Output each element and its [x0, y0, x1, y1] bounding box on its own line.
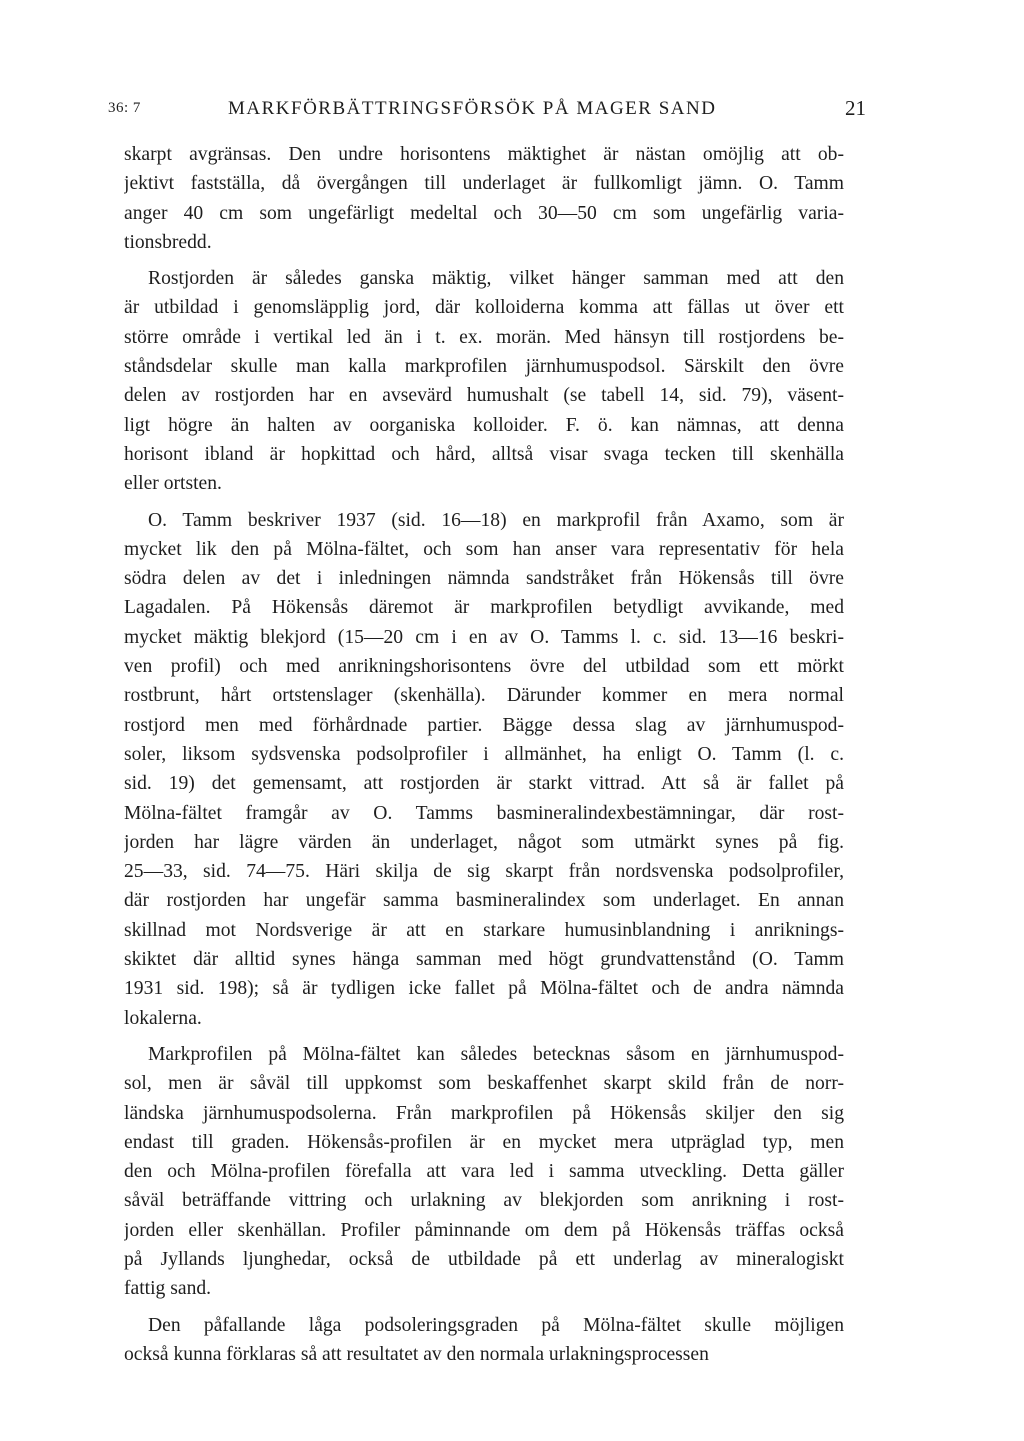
text-line: sol, men är såväl till uppkomst som beskaffenhet skarpt skild från de norr-: [124, 1073, 844, 1095]
paragraph: [124, 1040, 844, 1304]
text-line: rostjord men med förhårdnade partier. Bägge dessa slag av järnhumuspod-: [124, 714, 844, 736]
text-line: 1931 sid. 198); så är tydligen icke fallet på Mölna-fältet och de andra nämnda: [124, 978, 844, 1000]
text-line: soler, liksom sydsvenska podsolprofiler i allmänhet, ha enligt O. Tamm (l. c.: [124, 743, 844, 765]
text-line: anger 40 cm som ungefärligt medeltal och 30—50 cm som ungefärlig varia-: [124, 202, 844, 224]
text-line: ligt högre än halten av oorganiska kolloider. F. ö. kan nämnas, att denna: [124, 414, 844, 436]
text-line: sid. 19) det gemensamt, att rostjorden är starkt vittrad. Att så är fallet på: [124, 773, 844, 795]
running-header: [108, 96, 866, 126]
text-line: där rostjorden har ungefär samma basmineralindex som underlaget. En annan: [124, 890, 844, 912]
paragraph: [124, 264, 844, 498]
text-line: eller ortsten.: [124, 473, 222, 495]
body-text: [124, 140, 844, 1369]
text-line: Lagadalen. På Hökensås däremot är markprofilen betydligt avvikande, med: [124, 597, 844, 619]
paragraph: [124, 1311, 844, 1370]
text-line: mycket lik den på Mölna-fältet, och som han anser vara representativ för hela: [124, 538, 844, 560]
text-line: södra delen av det i inledningen nämnda sandstråket från Hökensås till övre: [124, 568, 844, 590]
text-line: Mölna-fältet framgår av O. Tamms basmineralindexbestämningar, där rost-: [124, 802, 844, 824]
text-line: jektivt fastställa, då övergången till underlaget är fullkomligt jämn. O. Tamm: [124, 173, 844, 195]
text-line: skiktet där alltid synes hänga samman med högt grundvattenstånd (O. Tamm: [124, 949, 844, 971]
text-line: horisont ibland är hopkittad och hård, alltså visar svaga tecken till skenhälla: [124, 443, 844, 465]
text-line: endast till graden. Hökensås-profilen är en mycket mera utpräglad typ, men: [124, 1131, 844, 1153]
text-line: O. Tamm beskriver 1937 (sid. 16—18) en markprofil från Axamo, som är: [148, 509, 844, 531]
paragraph: [124, 506, 844, 1033]
text-line: den och Mölna-profilen förefalla att vara led i samma utveckling. Detta gäller: [124, 1161, 844, 1183]
paragraph: [124, 140, 844, 257]
text-line: mycket mäktig blekjord (15—20 cm i en av O. Tamms l. c. sid. 13—16 beskri-: [124, 626, 844, 648]
text-line: jorden har lägre värden än underlaget, något som utmärkt synes på fig.: [124, 831, 844, 853]
text-line: såväl beträffande vittring och urlakning av blekjorden som anrikning i rost-: [124, 1190, 844, 1212]
text-line: tionsbredd.: [124, 231, 212, 253]
text-line: ländska järnhumuspodsolerna. Från markprofilen på Hökensås skiljer den sig: [124, 1102, 844, 1124]
text-line: Markprofilen på Mölna-fältet kan således betecknas såsom en järnhumuspod-: [148, 1043, 844, 1065]
text-line: rostbrunt, hårt ortstenslager (skenhälla). Därunder kommer en mera normal: [124, 685, 844, 707]
text-line: större område i vertikal led än i t. ex. morän. Med hänsyn till rostjordens be-: [124, 326, 844, 348]
text-line: ven profil) och med anrikningshorisontens övre del utbildad som ett mörkt: [124, 656, 844, 678]
text-line: fattig sand.: [124, 1278, 212, 1300]
text-line: skarpt avgränsas. Den undre horisontens mäktighet är nästan omöjlig att ob-: [124, 144, 844, 165]
text-line: delen av rostjorden har en avsevärd humushalt (se tabell 14, sid. 79), väsent-: [124, 385, 844, 407]
text-line: 25—33, sid. 74—75. Häri skilja de sig skarpt från nordsvenska podsolprofiler,: [124, 861, 844, 883]
text-line: ståndsdelar skulle man kalla markprofilen järnhumuspodsol. Särskilt den övre: [124, 356, 844, 378]
text-line: Den påfallande låga podsoleringsgraden på Mölna-fältet skulle möjligen: [148, 1314, 844, 1336]
text-line: jorden eller skenhällan. Profiler påminnande om dem på Hökensås träffas också: [124, 1219, 844, 1241]
text-line: är utbildad i genomsläpplig jord, där kolloiderna komma att fällas ut över ett: [124, 297, 844, 319]
page-number: 21: [845, 96, 866, 120]
running-title: MARKFÖRBÄTTRINGSFÖRSÖK PÅ MAGER SAND: [228, 98, 717, 119]
page: [108, 96, 866, 1369]
text-line: på Jyllands ljunghedar, också de utbildade på ett underlag av mineralogiskt: [124, 1248, 844, 1270]
text-line: Rostjorden är således ganska mäktig, vilket hänger samman med att den: [148, 268, 844, 290]
text-line: lokalerna.: [124, 1007, 202, 1029]
folio: 36: 7: [108, 100, 141, 116]
text-line: skillnad mot Nordsverige är att en starkare humusinblandning i anriknings-: [124, 919, 844, 941]
text-line: också kunna förklaras så att resultatet av den normala urlakningsprocessen: [124, 1343, 709, 1365]
